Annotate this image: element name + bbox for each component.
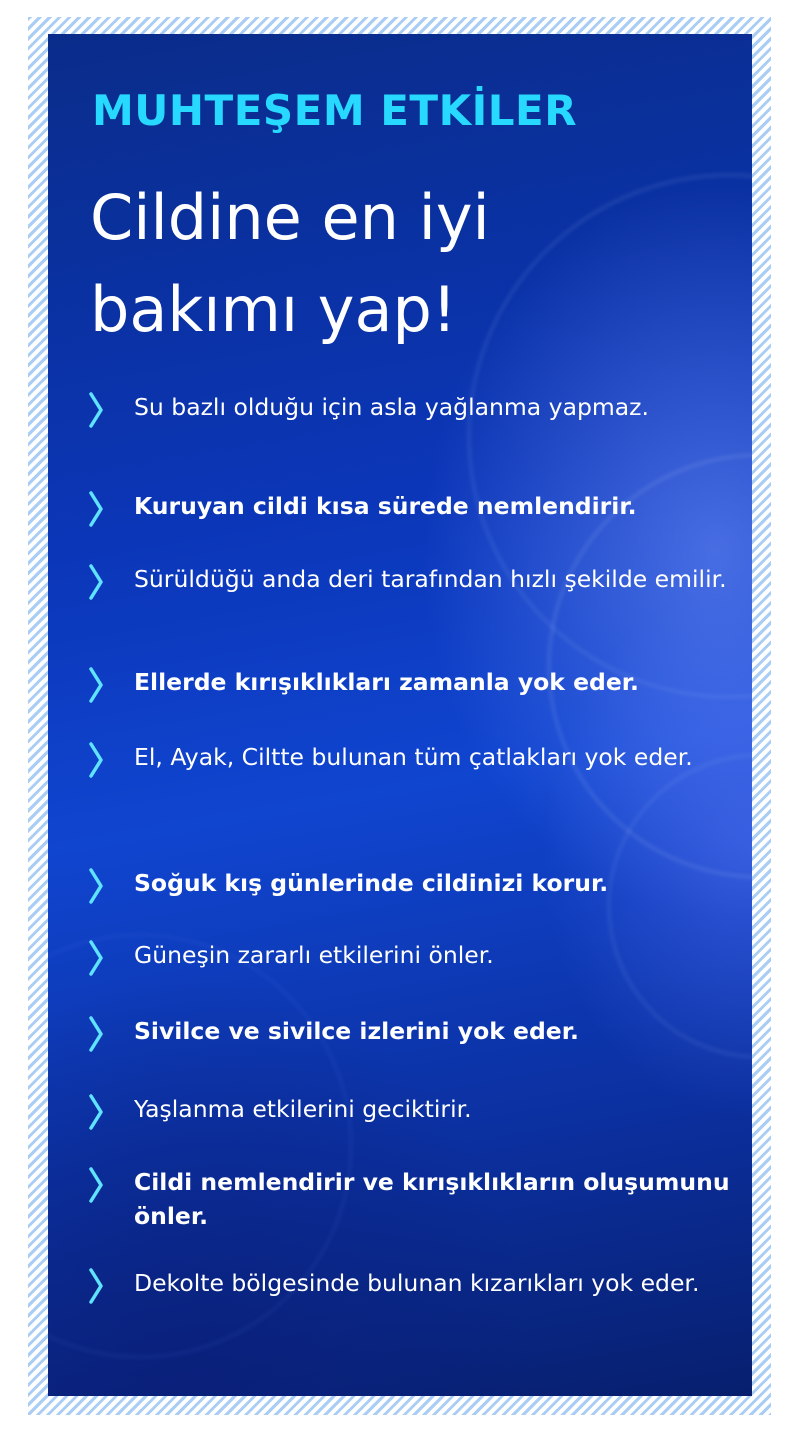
benefit-text: Sürüldüğü anda deri tarafından hızlı şekilde emilir. xyxy=(134,565,727,593)
benefit-text: Su bazlı olduğu için asla yağlanma yapmaz. xyxy=(134,393,649,421)
chevron-right-icon xyxy=(88,1016,106,1052)
benefit-text: Yaşlanma etkilerini geciktirir. xyxy=(134,1095,472,1123)
chevron-right-icon xyxy=(88,491,106,527)
section-kicker: MUHTEŞEM ETKİLER xyxy=(92,86,578,135)
chevron-right-icon xyxy=(88,1268,106,1304)
chevron-right-icon xyxy=(88,392,106,428)
chevron-right-icon xyxy=(88,564,106,600)
section-title xyxy=(90,172,710,356)
chevron-right-icon xyxy=(88,742,106,778)
chevron-right-icon xyxy=(88,1167,106,1203)
title-line-2: bakımı yap! xyxy=(90,273,457,346)
benefit-text: El, Ayak, Ciltte bulunan tüm çatlakları yok eder. xyxy=(134,743,693,771)
benefits-panel xyxy=(48,34,752,1396)
title-line-1: Cildine en iyi xyxy=(90,181,490,254)
chevron-right-icon xyxy=(88,868,106,904)
benefit-text: Dekolte bölgesinde bulunan kızarıkları yok eder. xyxy=(134,1269,700,1297)
benefit-text: Ellerde kırışıklıkları zamanla yok eder. xyxy=(134,668,639,696)
benefit-text: Kuruyan cildi kısa sürede nemlendirir. xyxy=(134,492,637,520)
benefit-text: Soğuk kış günlerinde cildinizi korur. xyxy=(134,869,609,897)
chevron-right-icon xyxy=(88,940,106,976)
benefit-text: Cildi nemlendirir ve kırışıklıkların oluşumunu önler. xyxy=(134,1168,730,1230)
benefit-text: Güneşin zararlı etkilerini önler. xyxy=(134,941,494,969)
chevron-right-icon xyxy=(88,667,106,703)
benefit-text: Sivilce ve sivilce izlerini yok eder. xyxy=(134,1017,579,1045)
chevron-right-icon xyxy=(88,1094,106,1130)
